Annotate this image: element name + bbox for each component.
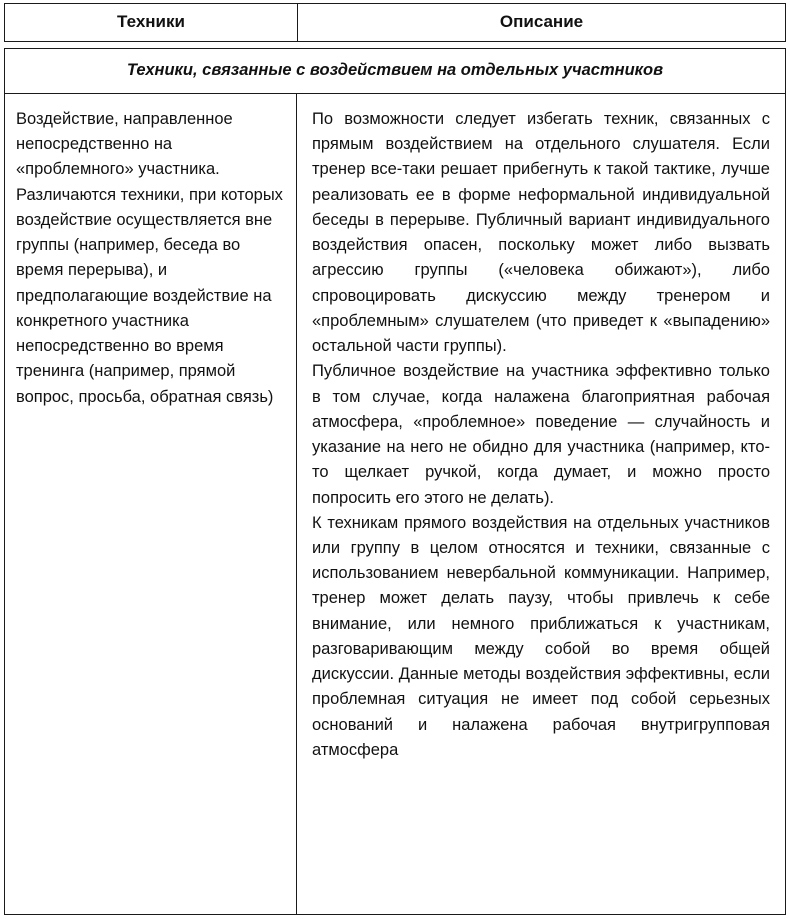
description-paragraph-1: По возможности следует избегать техник, связанных с прямым воздействием на отдельного слушателя. Если тренер все-таки решает прибегнуть к такой тактике, лучше реализовать ее в форме неформальной индивидуальной беседы в перерыве. Публичный вариант индивидуального воздействия опасен, поскольку может либо вызвать агрессию группы («человека обижают»), либо спровоцировать дискуссию между тренером и «проблемным» слушателем (что приведет к «выпадению» остальной части группы).	[312, 110, 770, 356]
table-body	[4, 48, 786, 915]
column-header-description: Описание	[297, 4, 785, 41]
table-header-row	[4, 3, 786, 42]
table-row	[5, 94, 785, 914]
technique-cell: Воздействие, направленное непосредственно на «проблемного» участника. Различаются техники, при которых воздействие осуществляется вне группы (например, беседа во время перерыва), и предполагающие воздействие на конкретного участника непосредственно во время тренинга (например, прямой вопрос, просьба, обратная связь)	[5, 94, 297, 914]
section-title: Техники, связанные с воздействием на отдельных участников	[5, 49, 785, 94]
description-paragraph-3: К техникам прямого воздействия на отдельных участников или группу в целом относятся и техники, связанные с использованием невербальной коммуникации. Например, тренер может делать паузу, чтобы привлечь к себе внимание, или немного приближаться к участникам, разговаривающим между собой во время общей дискуссии. Данные методы воздействия эффективны, если проблемная ситуация не имеет под собой серьезных оснований и налажена рабочая внутригрупповая атмосфера	[312, 513, 770, 759]
description-paragraph-2: Публичное воздействие на участника эффективно только в том случае, когда налажена благоприятная рабочая атмосфера, «проблемное» поведение — случайность и указание на него не обидно для участника (например, кто-то щелкает ручкой, когда думает, и можно просто попросить его этого не делать).	[312, 362, 770, 507]
column-header-techniques: Техники	[117, 12, 185, 31]
description-cell	[297, 94, 785, 914]
